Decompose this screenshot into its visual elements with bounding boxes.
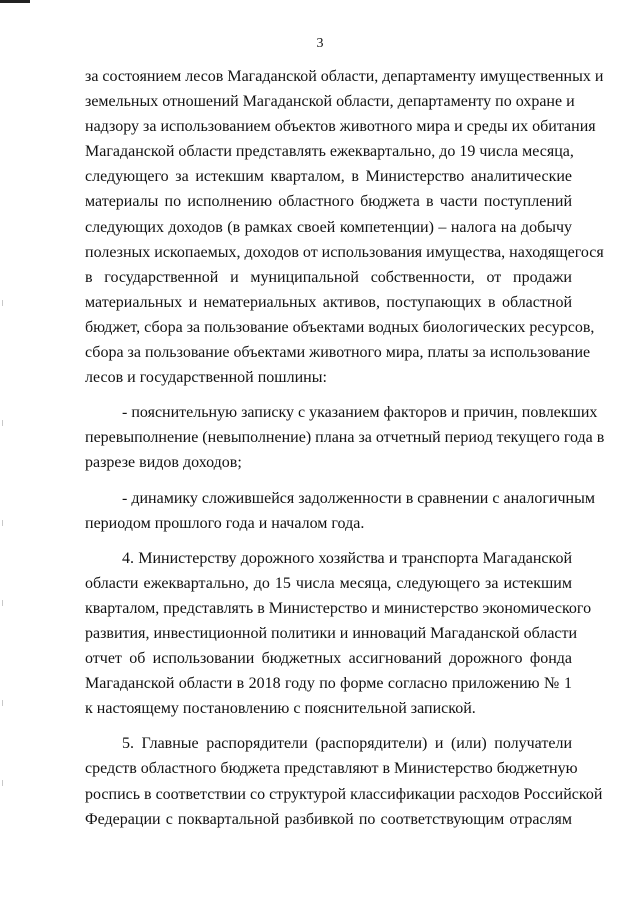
text-line: 5. Главные распорядители (распорядители) и (или) получатели [122,735,572,753]
text-line: к настоящему постановлению с пояснительной запиской. [85,700,476,718]
text-line: кварталом, представлять в Министерство и министерство экономического [85,599,592,617]
text-line: перевыполнение (невыполнение) плана за отчетный период текущего года в [85,429,605,447]
margin-tick [2,300,3,306]
text-line: Магаданской области в 2018 году по форме согласно приложению № 1 [85,675,572,693]
text-line: разрезе видов доходов; [85,454,242,472]
text-line: развития, инвестиционной политики и инноваций Магаданской области [85,624,578,642]
text-line: - пояснительную записку с указанием факторов и причин, повлекших [122,404,598,422]
text-line: материальных и нематериальных активов, поступающих в областной [85,293,572,311]
list-item-debt-dynamics [85,486,595,536]
margin-tick [2,420,3,426]
text-line: Федерации с поквартальной разбивкой по соответствующим отраслям [85,810,572,828]
margin-tick [2,700,3,706]
text-line: области ежеквартально, до 15 числа месяца, следующего за истекшим [85,574,572,592]
text-line: следующего за истекшим кварталом, в Министерство аналитические [85,168,572,186]
page-number: 3 [316,36,324,51]
text-line: 4. Министерству дорожного хозяйства и транспорта Магаданской [122,549,572,567]
text-line: сбора за пользование объектами животного мира, платы за использование [85,344,591,362]
text-line: земельных отношений Магаданской области, департаменту по охране и [85,93,575,111]
text-line: материалы по исполнению областного бюджета в части поступлений [85,193,572,211]
text-line: надзору за использованием объектов животного мира и среды их обитания [85,118,596,136]
scan-corner-mark [0,0,30,3]
text-line: периодом прошлого года и началом года. [85,514,365,532]
margin-tick [2,520,3,526]
text-line: лесов и государственной пошлины: [85,369,327,387]
margin-tick [2,780,3,786]
text-line: бюджет, сбора за пользование объектами водных биологических ресурсов, [85,318,595,336]
text-line: - динамику сложившейся задолженности в сравнении с аналогичным [122,489,595,507]
text-line: роспись в соответствии со структурой классификации расходов Российской [85,785,603,803]
list-item-explanatory-note [85,400,605,475]
text-line: отчет об использовании бюджетных ассигнований дорожного фонда [85,650,572,668]
text-line: в государственной и муниципальной собственности, от продажи [85,268,572,286]
text-line: Магаданской области представлять ежеквартально, до 19 числа месяца, [85,143,574,161]
document-body [85,64,605,832]
paragraph-continuation [85,64,604,390]
paragraph-item-4 [85,546,592,722]
text-line: средств областного бюджета представляют в Министерство бюджетную [85,760,578,778]
text-line: за состоянием лесов Магаданской области, департаменту имущественных и [85,68,604,85]
margin-tick [2,600,3,606]
text-line: следующих доходов (в рамках своей компетенции) – налога на добычу [85,218,572,236]
text-line: полезных ископаемых, доходов от использования имущества, находящегося [85,243,604,261]
paragraph-item-5 [85,731,603,831]
